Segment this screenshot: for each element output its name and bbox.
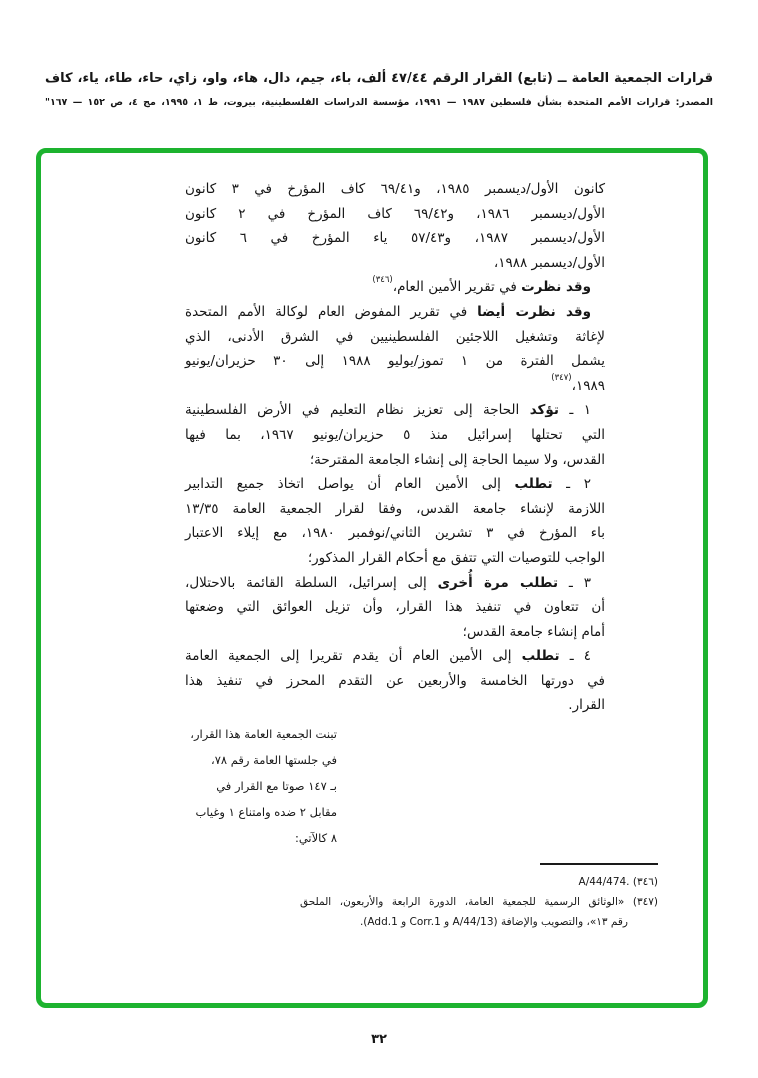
paragraph-having-also-considered — [185, 300, 605, 398]
item-number: ٤ ـ — [559, 648, 591, 665]
footnote-ref-346: (٣٤٦) — [372, 274, 393, 285]
text-run: إلى إسرائيل، السلطة القائمة بالاحتلال، — [185, 574, 438, 591]
text-run: إلى الأمين العام أن يقدم تقريرا إلى الجمعية العامة — [185, 648, 522, 665]
text-line — [185, 398, 605, 423]
text-run: الحاجة إلى تعزيز نظام التعليم في الأرض الفلسطينية — [185, 402, 530, 419]
item-number: ٢ ـ — [552, 476, 591, 493]
text-line: القدس، ولا سيما الحاجة إلى إنشاء الجامعة المقترحة؛ — [309, 451, 605, 468]
document-symbol: A/44/474. — [578, 876, 630, 888]
footnote-separator — [540, 863, 658, 865]
operative-paragraph-4 — [185, 644, 605, 718]
text-line: بـ ١٤٧ صوتا مع القرار في — [216, 779, 337, 794]
lead-phrase: تطلب — [514, 476, 553, 493]
text-line: الأول/ديسمبر ١٩٨٦، و٦٩/٤٢ كاف المؤرخ في ٢ كانون — [185, 205, 605, 222]
footnotes-block — [300, 863, 658, 932]
text-run: في تقرير المفوض العام لوكالة الأمم المتحدة — [185, 303, 478, 320]
text-line: تبنت الجمعية العامة هذا القرار، — [190, 727, 337, 742]
lead-phrase: تؤكد — [529, 402, 559, 419]
item-number: ٣ ـ — [558, 574, 591, 591]
text-line: أمام إنشاء جامعة القدس؛ — [462, 623, 605, 640]
text-line: الأول/ديسمبر ١٩٨٨، — [493, 254, 605, 271]
text-line — [185, 300, 605, 325]
lead-phrase: وقد نظرت أيضا — [477, 303, 591, 320]
text-line: لإغاثة وتشغيل اللاجئين الفلسطينيين في الشرق الأدنى، الذي — [185, 328, 605, 345]
text-line: الواجب للتوصيات التي تتفق مع أحكام القرار المذكور؛ — [307, 549, 605, 566]
text-line — [185, 374, 605, 399]
text-line — [185, 472, 605, 497]
text-line: كانون الأول/ديسمبر ١٩٨٥، و٦٩/٤١ كاف المؤرخ في ٣ كانون — [185, 181, 606, 197]
lead-phrase: وقد نظرت — [521, 279, 591, 296]
paragraph-having-considered — [185, 275, 605, 300]
footnote-347-line2: رقم ١٣»، والتصويب والإضافة (A/44/13 و Corr.1 و Add.1). — [359, 916, 628, 928]
text-line — [185, 571, 605, 596]
header-title: قرارات الجمعية العامة ــ (تابع) القرار الرقم ٤٧/٤٤ ألف، باء، جيم، دال، هاء، واو، زاي، حاء، طاء، ياء، كاف — [45, 71, 714, 86]
text-line: في دورتها الخامسة والأربعين عن التقدم المحرز في تنفيذ هذا — [185, 672, 605, 689]
footnote-ref-347: (٣٤٧) — [551, 373, 572, 384]
adoption-note — [187, 721, 337, 851]
item-number: ١ ـ — [558, 402, 591, 419]
text-line: يشمل الفترة من ١ تموز/يوليو ١٩٨٨ إلى ٣٠ حزيران/يونيو — [185, 353, 605, 370]
text-line: أن تتعاون في تنفيذ هذا القرار، وأن تزيل العوائق التي وضعتها — [185, 599, 605, 616]
text-line: التي تحتلها إسرائيل منذ ٥ حزيران/يونيو ١٩٦٧، بما فيها — [185, 426, 605, 443]
text-line — [185, 644, 605, 669]
text-line: في جلستها العامة رقم ٧٨، — [210, 753, 337, 768]
text-run: إلى الأمين العام أن يواصل اتخاذ جميع التدابير — [185, 476, 515, 493]
footnote-346 — [300, 872, 658, 892]
header-source: المصدر: قرارات الأمم المتحدة بشأن فلسطين ١٩٨٧ — ١٩٩١، مؤسسة الدراسات الفلسطينية، بيروت، ط ١، ١٩٩٥، مج ٤، ص ١٥٢ — ١٦٧" — [45, 97, 713, 108]
operative-paragraph-1 — [185, 398, 605, 472]
lead-phrase: تطلب مرة أُخرى — [437, 574, 559, 591]
text-line: باء المؤرخ في ٣ تشرين الثاني/نوفمبر ١٩٨٠، مع إيلاء الاعتبار — [185, 525, 605, 542]
footnote-347-line1: (٣٤٧) «الوثائق الرسمية للجمعية العامة، الدورة الرابعة والأربعون، الملحق — [300, 896, 658, 908]
text-line: مقابل ٢ ضده وامتناع ١ وغياب — [195, 805, 337, 820]
green-border-frame — [36, 148, 708, 1008]
lead-phrase: تطلب — [521, 648, 560, 665]
resolution-text — [185, 177, 605, 851]
text-line: ٨ كالآتي: — [294, 831, 337, 846]
operative-paragraph-2 — [185, 472, 605, 570]
text-run: ١٩٨٩، — [571, 377, 605, 394]
paragraph-preamble-resolutions — [185, 177, 605, 275]
text-line: القرار. — [568, 697, 605, 714]
page-header — [45, 70, 713, 109]
text-line: اللازمة لإنشاء جامعة القدس، وفقا لقرار الجمعية العامة ١٣/٣٥ — [185, 500, 605, 517]
page-number: ٣٢ — [371, 1032, 387, 1047]
text-run: في تقرير الأمين العام، — [392, 279, 522, 296]
operative-paragraph-3 — [185, 571, 605, 645]
footnote-marker: (٣٤٦) — [632, 876, 658, 888]
text-line: الأول/ديسمبر ١٩٨٧، و٥٧/٤٣ ياء المؤرخ في ٦ كانون — [185, 230, 605, 247]
